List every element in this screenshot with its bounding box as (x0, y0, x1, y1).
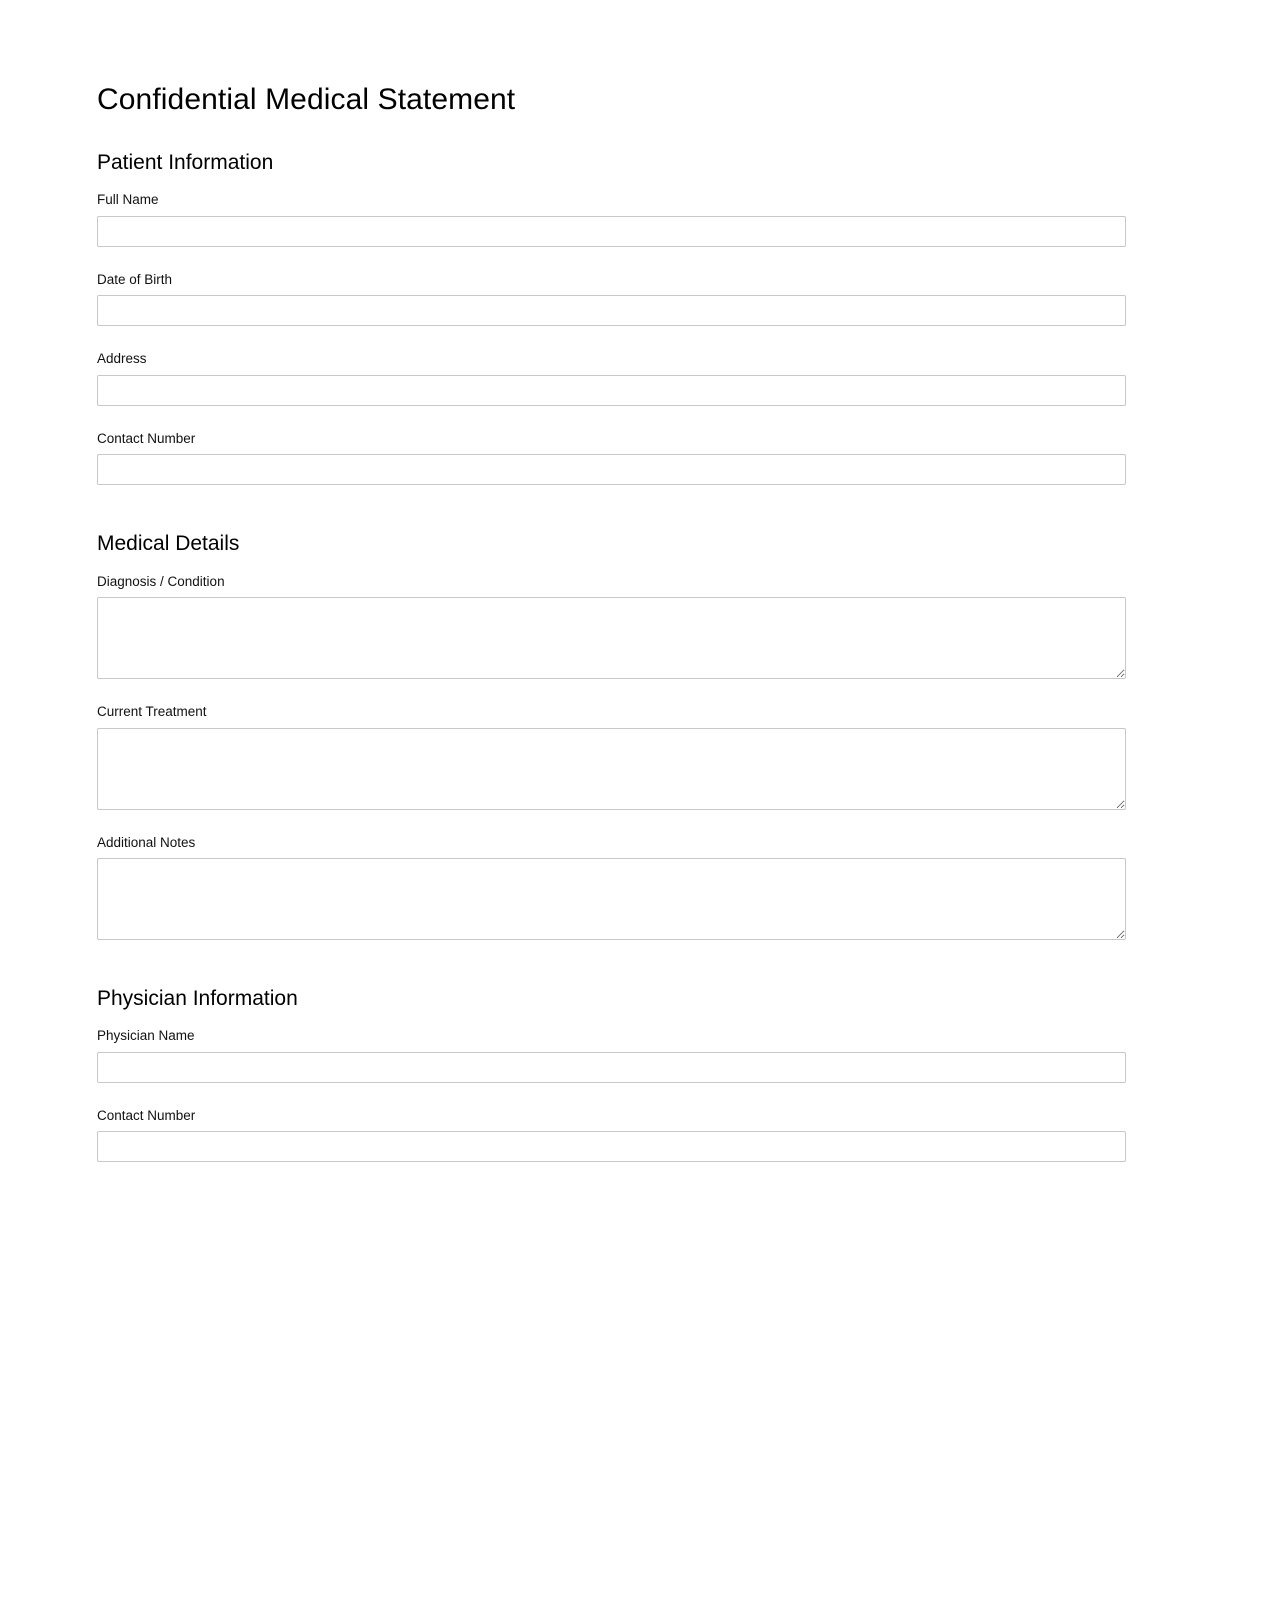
label-diagnosis-condition: Diagnosis / Condition (97, 573, 225, 589)
label-current-treatment: Current Treatment (97, 704, 207, 720)
input-patient-contact-number[interactable] (97, 454, 1126, 485)
field-full-name (97, 191, 1126, 247)
label-additional-notes: Additional Notes (97, 834, 196, 850)
field-physician-contact-number (97, 1107, 1126, 1163)
field-additional-notes (97, 834, 1126, 941)
label-physician-name: Physician Name (97, 1028, 195, 1044)
field-physician-name (97, 1027, 1126, 1083)
field-current-treatment (97, 703, 1126, 810)
input-date-of-birth[interactable] (97, 295, 1126, 326)
textarea-additional-notes[interactable] (97, 858, 1126, 940)
section-patient-information (97, 150, 1126, 485)
label-date-of-birth: Date of Birth (97, 271, 173, 287)
section-medical-details (97, 531, 1126, 940)
field-diagnosis-condition (97, 573, 1126, 680)
input-physician-contact-number[interactable] (97, 1131, 1126, 1162)
textarea-current-treatment[interactable] (97, 728, 1126, 810)
field-patient-contact-number (97, 430, 1126, 486)
section-title-patient-information: Patient Information (97, 151, 274, 174)
input-address[interactable] (97, 375, 1126, 406)
section-title-physician-information: Physician Information (97, 987, 298, 1011)
input-full-name[interactable] (97, 216, 1126, 247)
label-patient-contact-number: Contact Number (97, 430, 196, 446)
field-address (97, 350, 1126, 406)
input-physician-name[interactable] (97, 1052, 1126, 1083)
label-full-name: Full Name (97, 192, 159, 208)
label-address: Address (97, 351, 147, 367)
textarea-diagnosis-condition[interactable] (97, 597, 1126, 679)
page-title: Confidential Medical Statement (97, 83, 516, 116)
label-physician-contact-number: Contact Number (97, 1107, 196, 1123)
section-physician-information (97, 986, 1126, 1162)
field-date-of-birth (97, 271, 1126, 327)
section-title-medical-details: Medical Details (97, 532, 240, 556)
